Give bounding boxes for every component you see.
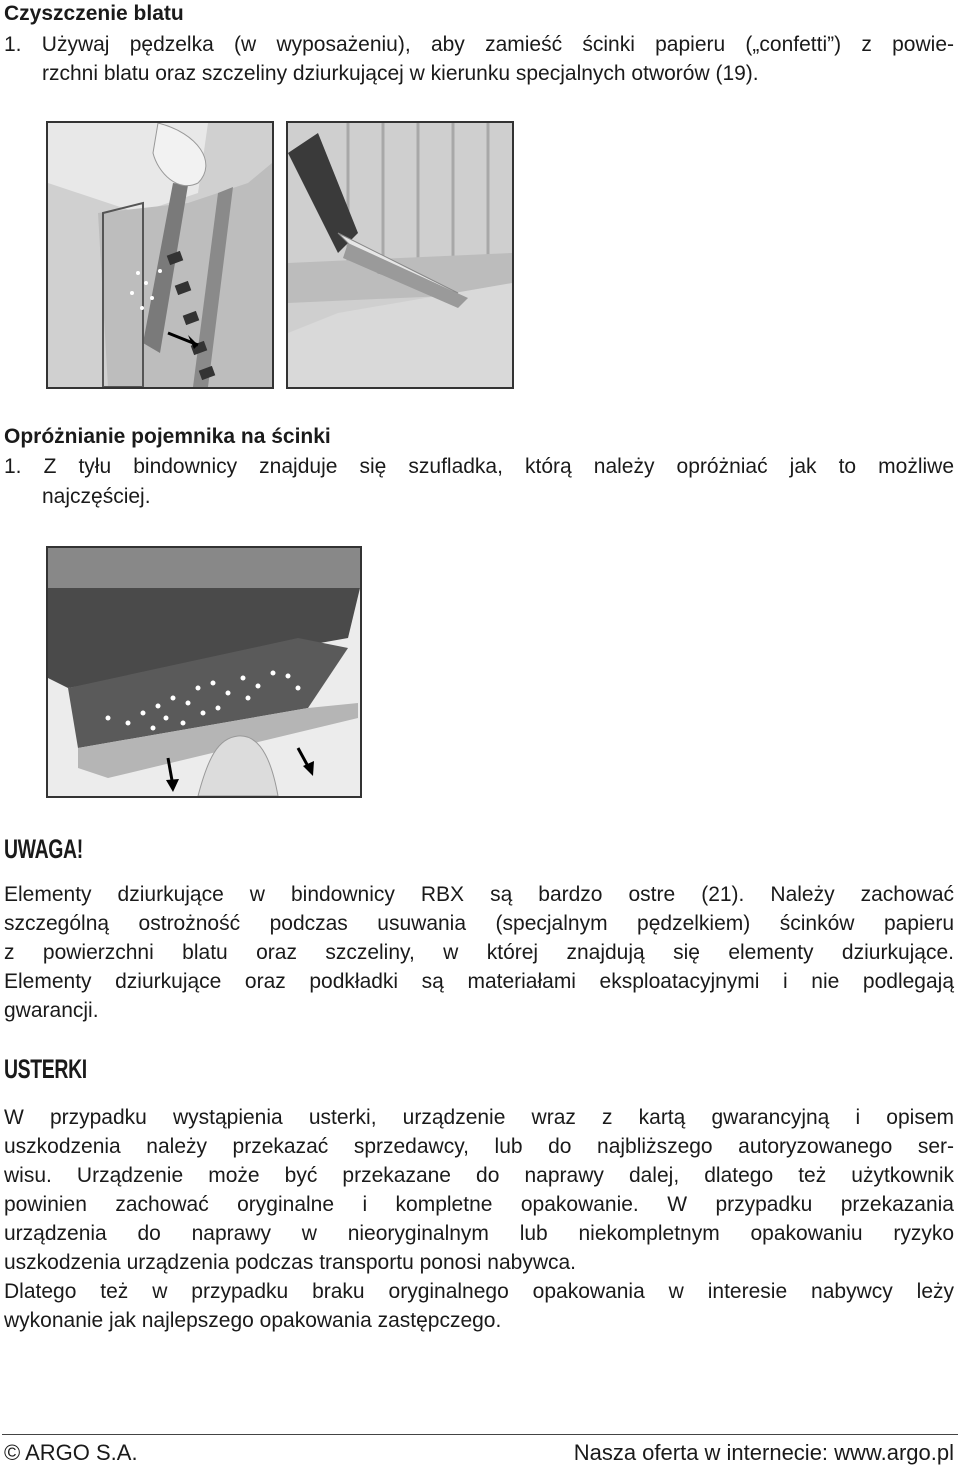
footer-website[interactable]: Nasza oferta w internecie: www.argo.pl	[573, 1440, 954, 1465]
warning-line-2: szczególną ostrożność podczas usuwania (specjalnym pędzelkiem) ścinków papieru	[4, 912, 954, 935]
warning-title: UWAGA!	[4, 834, 83, 864]
emptying-step-line-1: 1. Z tyłu bindownicy znajduje się szufladka, którą należy opróżniać jak to możliwe	[4, 455, 954, 478]
footer-divider	[2, 1434, 958, 1435]
photo-brush-slot	[286, 121, 514, 389]
section-title-cleaning: Czyszczenie blatu	[4, 2, 184, 25]
photo-brush-slot-drawing	[288, 123, 512, 387]
faults-line-1: W przypadku wystąpienia usterki, urządzenie wraz z kartą gwarancyjną i opisem	[4, 1106, 954, 1129]
faults-line-3: wisu. Urządzenie może być przekazane do naprawy dalej, dlatego też użytkownik	[4, 1164, 954, 1187]
faults-paragraph	[4, 1103, 954, 1335]
faults-line-4: powinien zachować oryginalne i kompletne opakowanie. W przypadku przekazania	[4, 1193, 954, 1216]
section-title-emptying: Opróżnianie pojemnika na ścinki	[4, 425, 331, 448]
photo-brush-cleaning-holes-drawing	[48, 123, 272, 387]
faults-line-6: uszkodzenia urządzenia podczas transportu ponosi nabywca.	[4, 1251, 577, 1274]
faults-line-7: Dlatego też w przypadku braku oryginalnego opakowania w interesie nabywcy leży	[4, 1280, 954, 1303]
photo-brush-cleaning-holes	[46, 121, 274, 389]
faults-line-8: wykonanie jak najlepszego opakowania zastępczego.	[4, 1309, 502, 1332]
warning-paragraph	[4, 880, 954, 1025]
warning-line-1: Elementy dziurkujące w bindownicy RBX są bardzo ostre (21). Należy zachować	[4, 883, 954, 906]
warning-line-5: gwarancji.	[4, 999, 99, 1022]
emptying-step-line-2: najczęściej.	[42, 485, 151, 508]
cleaning-step-line-1: 1. Używaj pędzelka (w wyposażeniu), aby zamieść ścinki papieru („confetti”) z powie-	[4, 33, 954, 56]
photo-confetti-drawer	[46, 546, 362, 798]
faults-line-5: urządzenia do naprawy w nieoryginalnym lub niekompletnym opakowaniu ryzyko	[4, 1222, 954, 1245]
warning-line-4: Elementy dziurkujące oraz podkładki są materiałami eksploatacyjnymi i nie podlegają	[4, 970, 954, 993]
footer-copyright: © ARGO S.A.	[4, 1440, 138, 1465]
warning-line-3: z powierzchni blatu oraz szczeliny, w której znajdują się elementy dziurkujące.	[4, 941, 954, 964]
photo-confetti-drawer-drawing	[48, 548, 360, 796]
faults-line-2: uszkodzenia należy przekazać sprzedawcy, lub do najbliższego autoryzowanego ser-	[4, 1135, 954, 1158]
faults-title: USTERKI	[4, 1054, 87, 1084]
cleaning-step-line-2: rzchni blatu oraz szczeliny dziurkującej w kierunku specjalnych otworów (19).	[42, 62, 759, 85]
